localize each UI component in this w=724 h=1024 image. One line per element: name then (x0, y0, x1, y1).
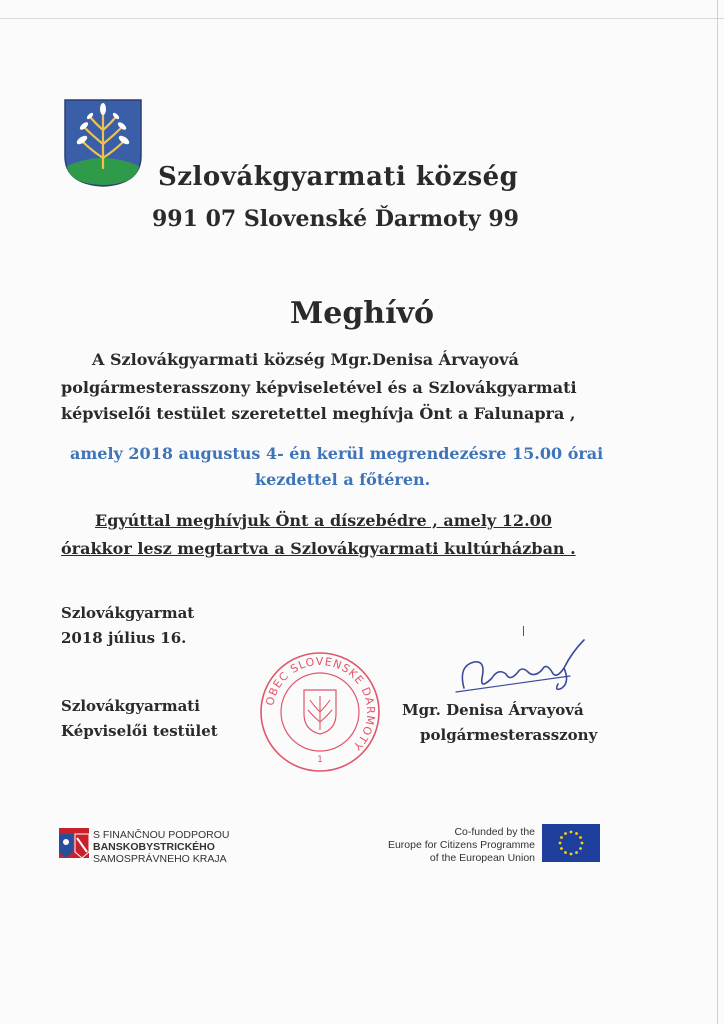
bbsk-region-logo-icon (59, 828, 89, 866)
body-paragraph-1-line-1: A Szlovákgyarmati község Mgr.Denisa Árvayová (92, 350, 519, 369)
eu-line-1: Co-funded by the (454, 826, 535, 838)
bbsk-line-3: SAMOSPRÁVNEHO KRAJA (93, 853, 227, 865)
eu-star (560, 836, 563, 839)
date-label: 2018 július 16. (61, 629, 187, 647)
bbsk-line-2: BANSKOBYSTRICKÉHO (93, 841, 215, 853)
eu-flag-icon (542, 824, 600, 862)
eu-star (579, 836, 582, 839)
eu-star (559, 842, 562, 845)
invitation-heading: Meghívó (290, 296, 434, 331)
stamp-number: 1 (317, 755, 323, 765)
eu-star (579, 847, 582, 850)
eu-star (570, 853, 573, 856)
bbsk-support-text (93, 829, 230, 865)
eu-star (581, 842, 584, 845)
official-stamp (258, 650, 382, 774)
eu-line-3: of the European Union (429, 852, 535, 864)
coat-of-arms-icon (63, 98, 143, 188)
eu-star (575, 832, 578, 835)
council-signature-line-1: Szlovákgyarmati (61, 697, 200, 715)
mayor-title: polgármesterasszony (420, 726, 598, 744)
body-paragraph-2-line-2: kezdettel a főtéren. (255, 470, 431, 489)
body-paragraph-3-line-1: Egyúttal meghívjuk Önt a díszebédre , amely 12.00 (95, 511, 552, 530)
stamp-text: OBEC SLOVENSKE DARMOTY (263, 654, 378, 754)
eu-line-2: Europe for Citizens Programme (387, 839, 535, 851)
mayor-name: Mgr. Denisa Árvayová (402, 701, 584, 719)
page-border-top (0, 18, 724, 19)
municipality-title: Szlovákgyarmati község (158, 162, 519, 192)
body-paragraph-1-line-2: polgármesterasszony képviseletével és a Szlovákgyarmati (61, 378, 577, 397)
place-label: Szlovákgyarmat (61, 604, 195, 622)
eu-cofunding-text (380, 826, 535, 865)
mayor-signature (452, 626, 602, 706)
eu-star (575, 851, 578, 854)
municipality-address: 991 07 Slovenské Ďarmoty 99 (152, 206, 519, 232)
body-paragraph-3-line-2: órakkor lesz megtartva a Szlovákgyarmati kultúrházban . (61, 539, 576, 558)
page-border-right (717, 0, 718, 1024)
eu-star (564, 832, 567, 835)
bbsk-line-1: S FINANČNOU PODPOROU (93, 829, 230, 841)
eu-star (560, 847, 563, 850)
council-signature-line-2: Képviselői testület (61, 722, 218, 740)
eu-star (564, 851, 567, 854)
eu-star (570, 831, 573, 834)
body-paragraph-1-line-3: képviselői testület szeretettel meghívja Önt a Falunapra , (61, 404, 576, 423)
body-paragraph-2-line-1: amely 2018 augustus 4- én kerül megrendezésre 15.00 órai (70, 444, 604, 463)
